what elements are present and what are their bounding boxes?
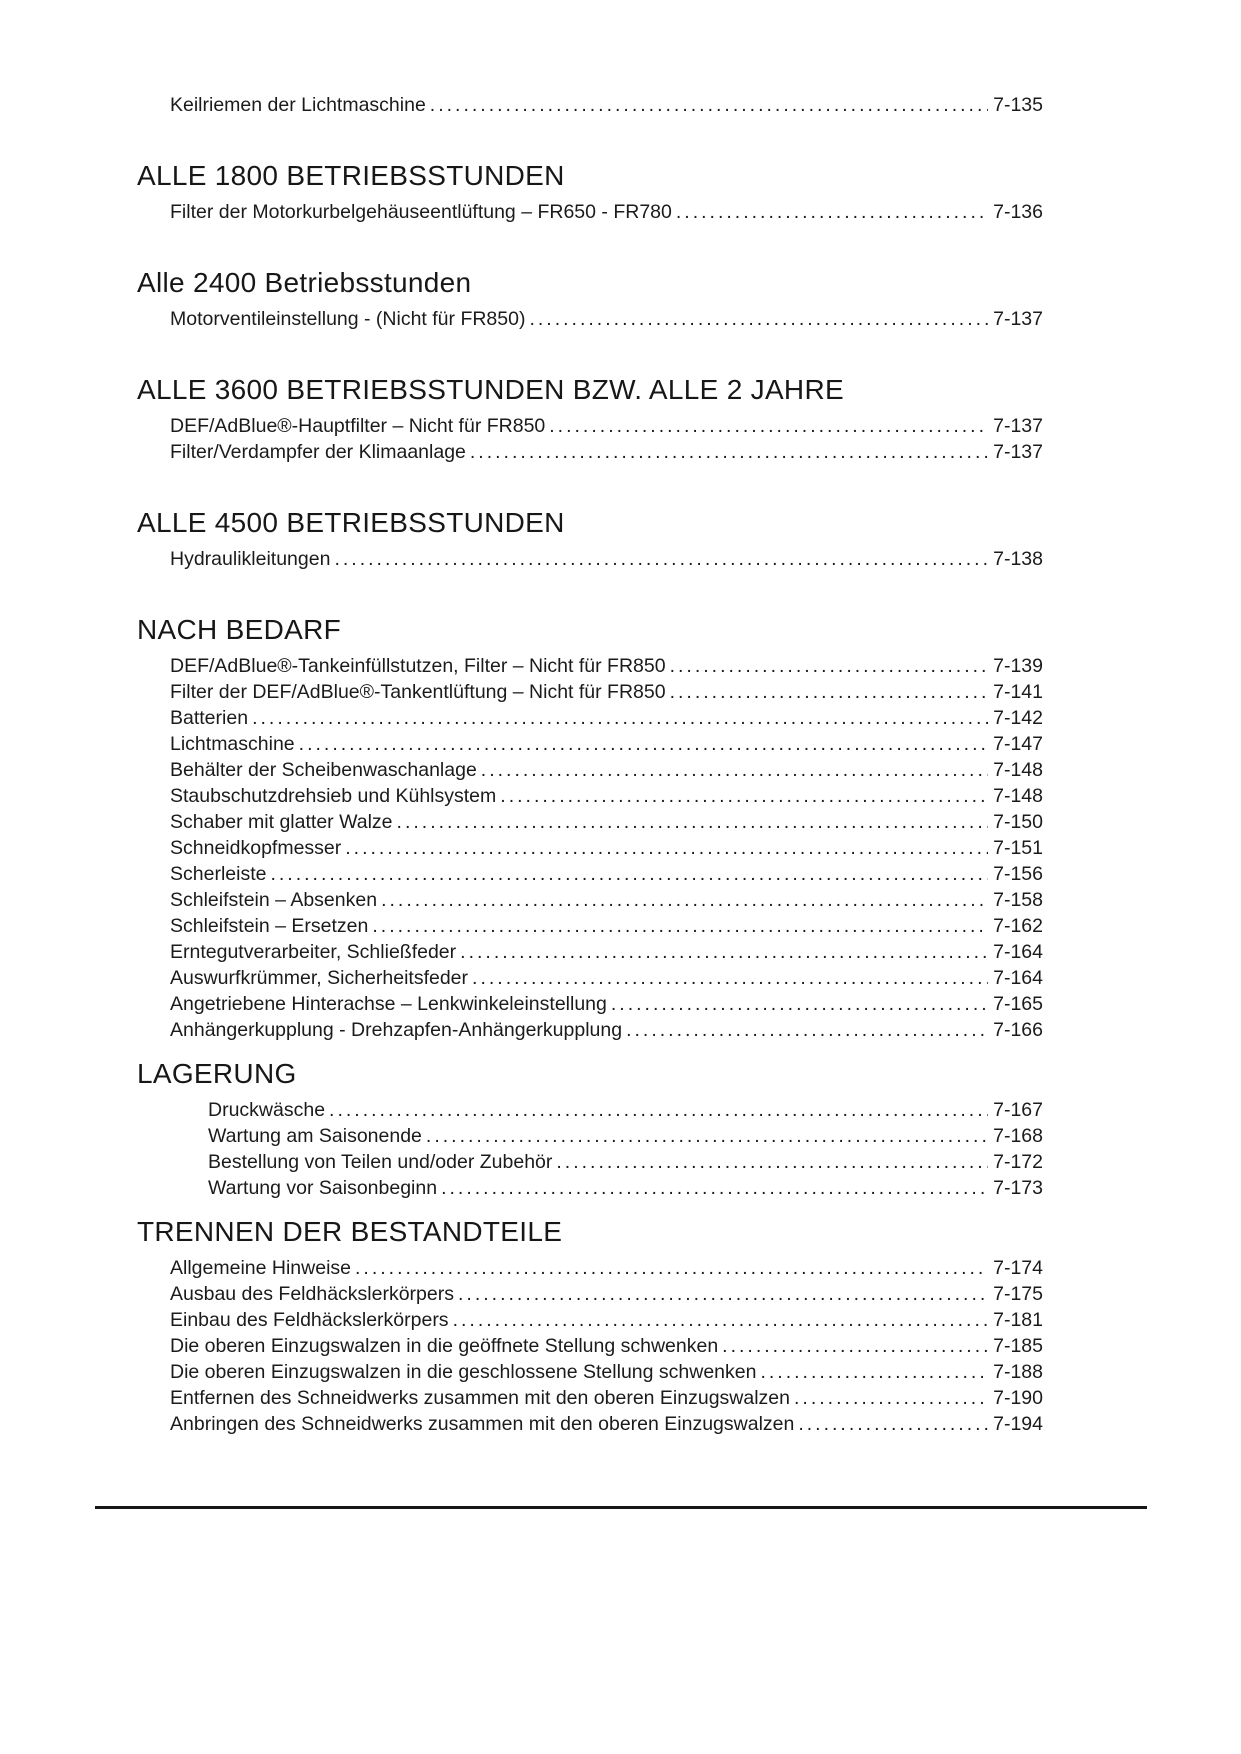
section-heading: ALLE 4500 BETRIEBSSTUNDEN	[137, 507, 565, 538]
dot-leader	[670, 653, 989, 679]
dot-leader	[345, 835, 988, 861]
dot-leader	[760, 1359, 988, 1385]
dot-leader	[472, 965, 988, 991]
entry-title: Schaber mit glatter Walze	[170, 811, 393, 833]
toc-section	[137, 92, 1043, 118]
entry-title: Motorventileinstellung - (Nicht für FR850)	[170, 308, 526, 330]
section-heading: NACH BEDARF	[137, 614, 341, 645]
entry-page-number: 7-136	[993, 201, 1043, 223]
dot-leader	[549, 413, 988, 439]
toc-entry	[170, 413, 1043, 439]
toc-entry	[170, 1255, 1043, 1281]
entry-page-number: 7-151	[993, 837, 1043, 859]
dot-leader	[460, 939, 988, 965]
entry-title: Anhängerkupplung - Drehzapfen-Anhängerkupplung	[170, 1019, 623, 1041]
dot-leader	[441, 1175, 988, 1201]
entry-page-number: 7-142	[993, 707, 1043, 729]
dot-leader	[458, 1281, 988, 1307]
toc-entry	[170, 546, 1043, 572]
entry-page-number: 7-164	[993, 941, 1043, 963]
dot-leader	[500, 783, 988, 809]
entry-title: Hydraulikleitungen	[170, 548, 331, 570]
dot-leader	[676, 199, 988, 225]
toc-section	[137, 614, 1043, 1043]
entry-title: Schleifstein – Ersetzen	[170, 915, 369, 937]
entry-page-number: 7-162	[993, 915, 1043, 937]
entry-list	[170, 546, 1043, 572]
toc-entry	[170, 783, 1043, 809]
toc-entry	[170, 861, 1043, 887]
entry-title: Scherleiste	[170, 863, 267, 885]
entry-title: Filter der DEF/AdBlue®-Tankentlüftung – Nicht für FR850	[170, 681, 666, 703]
entry-page-number: 7-164	[993, 967, 1043, 989]
entry-page-number: 7-185	[993, 1335, 1043, 1357]
entry-page-number: 7-194	[993, 1413, 1043, 1435]
entry-title: Filter/Verdampfer der Klimaanlage	[170, 441, 466, 463]
entry-list	[170, 653, 1043, 1043]
toc-entry	[208, 1097, 1043, 1123]
entry-page-number: 7-173	[993, 1177, 1043, 1199]
toc-entry	[208, 1175, 1043, 1201]
entry-page-number: 7-138	[993, 548, 1043, 570]
toc-entry	[208, 1149, 1043, 1175]
toc-entry	[170, 1333, 1043, 1359]
dot-leader	[329, 1097, 988, 1123]
entry-title: Einbau des Feldhäckslerkörpers	[170, 1309, 449, 1331]
dot-leader	[270, 861, 988, 887]
dot-leader	[426, 1123, 988, 1149]
entry-page-number: 7-139	[993, 655, 1043, 677]
dot-leader	[397, 809, 989, 835]
entry-page-number: 7-167	[993, 1099, 1043, 1121]
toc-section	[137, 507, 1043, 572]
entry-title: Filter der Motorkurbelgehäuseentlüftung – FR650 - FR780	[170, 201, 672, 223]
entry-title: Staubschutzdrehsieb und Kühlsystem	[170, 785, 497, 807]
entry-title: Lichtmaschine	[170, 733, 295, 755]
dot-leader	[470, 439, 988, 465]
toc-entry	[170, 1385, 1043, 1411]
section-heading: ALLE 1800 BETRIEBSSTUNDEN	[137, 160, 565, 191]
dot-leader	[556, 1149, 988, 1175]
entry-page-number: 7-148	[993, 785, 1043, 807]
entry-page-number: 7-181	[993, 1309, 1043, 1331]
toc-entry	[170, 653, 1043, 679]
toc-entry	[170, 1017, 1043, 1043]
entry-page-number: 7-166	[993, 1019, 1043, 1041]
dot-leader	[372, 913, 988, 939]
entry-page-number: 7-137	[993, 441, 1043, 463]
dot-leader	[529, 306, 988, 332]
entry-page-number: 7-165	[993, 993, 1043, 1015]
toc-entry	[170, 835, 1043, 861]
dot-leader	[611, 991, 988, 1017]
toc-entry	[170, 1359, 1043, 1385]
toc-entry	[170, 705, 1043, 731]
entry-title: Die oberen Einzugswalzen in die geöffnete Stellung schwenken	[170, 1335, 719, 1357]
dot-leader	[252, 705, 988, 731]
entry-title: Keilriemen der Lichtmaschine	[170, 94, 426, 116]
entry-list	[208, 1097, 1043, 1201]
entry-list	[170, 1255, 1043, 1437]
dot-leader	[794, 1385, 988, 1411]
toc-entry	[170, 731, 1043, 757]
entry-title: Behälter der Scheibenwaschanlage	[170, 759, 477, 781]
dot-leader	[381, 887, 988, 913]
toc-entry	[170, 939, 1043, 965]
entry-page-number: 7-188	[993, 1361, 1043, 1383]
toc-section	[137, 160, 1043, 225]
entry-title: Ausbau des Feldhäckslerkörpers	[170, 1283, 454, 1305]
dot-leader	[355, 1255, 988, 1281]
toc-entry	[170, 887, 1043, 913]
toc-entry	[170, 965, 1043, 991]
entry-title: Auswurfkrümmer, Sicherheitsfeder	[170, 967, 469, 989]
toc-entry	[170, 913, 1043, 939]
entry-title: DEF/AdBlue®-Tankeinfüllstutzen, Filter – Nicht für FR850	[170, 655, 666, 677]
toc-entry	[170, 92, 1043, 118]
entry-page-number: 7-168	[993, 1125, 1043, 1147]
toc-entry	[170, 809, 1043, 835]
entry-title: Schneidkopfmesser	[170, 837, 342, 859]
entry-page-number: 7-156	[993, 863, 1043, 885]
entry-list	[170, 306, 1043, 332]
entry-page-number: 7-135	[993, 94, 1043, 116]
section-heading: ALLE 3600 BETRIEBSSTUNDEN BZW. ALLE 2 JAHRE	[137, 374, 844, 405]
entry-title: Anbringen des Schneidwerks zusammen mit den oberen Einzugswalzen	[170, 1413, 795, 1435]
entry-title: Bestellung von Teilen und/oder Zubehör	[208, 1151, 553, 1173]
toc-entry	[170, 199, 1043, 225]
entry-title: Schleifstein – Absenken	[170, 889, 378, 911]
dot-leader	[798, 1411, 988, 1437]
entry-title: Wartung am Saisonende	[208, 1125, 422, 1147]
toc-entry	[170, 1411, 1043, 1437]
dot-leader	[299, 731, 988, 757]
toc-entry	[170, 1281, 1043, 1307]
entry-page-number: 7-141	[993, 681, 1043, 703]
dot-leader	[670, 679, 989, 705]
toc-section	[137, 1216, 1043, 1437]
dot-leader	[334, 546, 988, 572]
entry-title: Die oberen Einzugswalzen in die geschlossene Stellung schwenken	[170, 1361, 757, 1383]
entry-page-number: 7-158	[993, 889, 1043, 911]
section-heading: Alle 2400 Betriebsstunden	[137, 267, 472, 298]
dot-leader	[722, 1333, 988, 1359]
dot-leader	[626, 1017, 988, 1043]
entry-page-number: 7-148	[993, 759, 1043, 781]
entry-list	[170, 199, 1043, 225]
section-heading: LAGERUNG	[137, 1058, 297, 1089]
entry-page-number: 7-174	[993, 1257, 1043, 1279]
entry-title: Allgemeine Hinweise	[170, 1257, 352, 1279]
entry-page-number: 7-175	[993, 1283, 1043, 1305]
entry-page-number: 7-150	[993, 811, 1043, 833]
entry-page-number: 7-147	[993, 733, 1043, 755]
toc-entry	[208, 1123, 1043, 1149]
entry-list	[170, 413, 1043, 465]
entry-page-number: 7-137	[993, 415, 1043, 437]
entry-title: Angetriebene Hinterachse – Lenkwinkeleinstellung	[170, 993, 607, 1015]
page-footer-rule	[95, 1506, 1147, 1509]
toc-entry	[170, 757, 1043, 783]
toc-entry	[170, 1307, 1043, 1333]
toc-entry	[170, 306, 1043, 332]
entry-title: Batterien	[170, 707, 249, 729]
entry-title: Druckwäsche	[208, 1099, 326, 1121]
entry-title: Erntegutverarbeiter, Schließfeder	[170, 941, 457, 963]
entry-title: Entfernen des Schneidwerks zusammen mit den oberen Einzugswalzen	[170, 1387, 791, 1409]
entry-page-number: 7-190	[993, 1387, 1043, 1409]
entry-title: DEF/AdBlue®-Hauptfilter – Nicht für FR850	[170, 415, 546, 437]
toc-entry	[170, 679, 1043, 705]
toc-entry	[170, 439, 1043, 465]
dot-leader	[481, 757, 988, 783]
toc-section	[137, 267, 1043, 332]
toc-section	[137, 374, 1043, 465]
entry-page-number: 7-172	[993, 1151, 1043, 1173]
entry-list	[170, 92, 1043, 118]
toc-entry	[170, 991, 1043, 1017]
dot-leader	[430, 92, 988, 118]
entry-page-number: 7-137	[993, 308, 1043, 330]
toc-section	[137, 1058, 1043, 1201]
section-heading: TRENNEN DER BESTANDTEILE	[137, 1216, 563, 1247]
dot-leader	[453, 1307, 989, 1333]
entry-title: Wartung vor Saisonbeginn	[208, 1177, 438, 1199]
